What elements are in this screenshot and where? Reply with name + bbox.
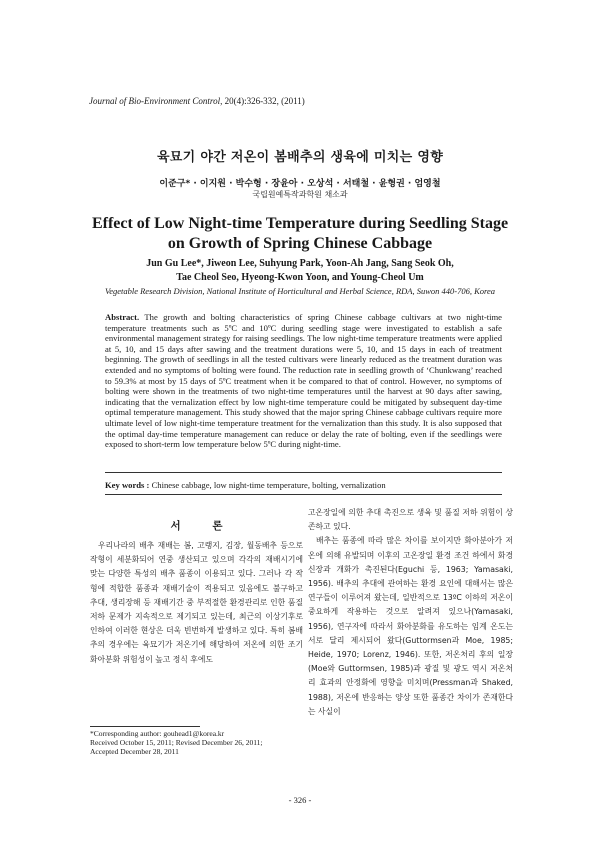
english-title-line-1: Effect of Low Night-time Temperature during Seedling Stage	[91, 215, 509, 232]
body-paragraph: 우리나라의 배추 재배는 봄, 고랭지, 김장, 월동배추 등으로 작형이 세분화되어 연중 생산되고 있으며 각각의 재배시기에 맞는 다양한 특성의 배추 품종이 이용되고 있다. 그러나 각 작형에 적합한 품종과 재배기술이 적용되고 있음에도 불구하고 추대, 생리장해 등 재배기간 중 부적절한 환경관리로 인한 품질저하 문제가 지속적으로 제기되고 있는데, 최근의 이상기후로 인하여 이러한 현상은 더욱 빈번하게 발생하고 있다. 특히 봄배추의 경우에는 육묘기가 저온기에 해당하여 저온에 의한 조기 화아분화 위험성이 높고 정식 후에도	[90, 541, 303, 664]
keywords-text: Chinese cabbage, low night-time temperature, bolting, vernalization	[151, 480, 386, 490]
corresponding-author: *Corresponding author: gouhead1@korea.kr	[90, 729, 225, 738]
korean-authors: 이준구* · 이지원 · 박수형 · 장윤아 · 오상석 · 서태철 · 윤형권 · 엄영철	[159, 179, 441, 189]
abstract	[105, 312, 502, 450]
english-authors-line-2: Tae Cheol Seo, Hyeong-Kwon Yoon, and Young-Cheol Um	[176, 272, 424, 283]
keywords-label: Key words :	[105, 480, 150, 490]
english-authors	[0, 257, 600, 285]
page-number: - 326 -	[288, 795, 312, 805]
keywords-bottom-rule	[105, 494, 502, 495]
english-affiliation: Vegetable Research Division, National Institute of Horticultural and Herbal Science, RDA, Suwon 440-706, Korea	[104, 286, 496, 296]
korean-title: 육묘기 야간 저온이 봄배추의 생육에 미치는 영향	[156, 150, 444, 165]
english-authors-line-1: Jun Gu Lee*, Jiweon Lee, Suhyung Park, Yoon-Ah Jang, Sang Seok Oh,	[146, 258, 454, 269]
journal-name: Journal of Bio-Environment Control,	[89, 96, 223, 106]
body-paragraph-continuation: 고온장일에 의한 추대 촉진으로 생육 및 품질 저하 위험이 상존하고 있다.	[308, 508, 513, 532]
english-title-line-2: on Growth of Spring Chinese Cabbage	[167, 235, 433, 252]
keywords-top-rule	[105, 472, 502, 473]
footnote	[90, 729, 303, 757]
journal-volume: 20(4):326-332, (2011)	[224, 96, 305, 106]
body-column-right	[308, 506, 513, 719]
journal-citation	[89, 96, 305, 106]
body-column-left	[90, 539, 303, 667]
keywords	[105, 480, 502, 490]
section-title-introduction: 서 론	[170, 520, 223, 532]
abstract-label: Abstract.	[105, 312, 140, 322]
korean-affiliation: 국립원예특작과학원 채소과	[252, 190, 348, 199]
footnote-divider	[90, 726, 200, 727]
received-revised-dates: Received October 15, 2011; Revised December 26, 2011;	[90, 738, 263, 748]
accepted-date: Accepted December 28, 2011	[90, 747, 179, 757]
abstract-text: The growth and bolting characteristics of spring Chinese cabbage cultivars at two night-time temperature treatments such as 5ºC and 10ºC during seedling stage were investigated to establish a safe environmental management strategy for raising seedlings. The low night-time temperature treatments were applied at 5, 10, and 15 days after sawing and the treatment durations were 5, 10, and 15 days in each of treatment beginning. The growth of seedlings in all the tested cultivars were linearly reduced as the treatment duration was extended and no symptoms of bolting were found. The reduction rate in seedling growth of ‘Chunkwang’ reached to 59.3% at most by 15 days of 5ºC treatment when it be compared to that of control. However, no symptoms of bolting were shown in the treatments of two night-time temperatures until the harvest at 90 days after sawing, indicating that the vernalization effect by low night-time temperature could be mitigated by subsequent day-time optimal temperature management. This study showed that the major spring Chinese cabbage cultivars require more ultimate level of low night-time temperature treatment for the vernalization than this study. It is also supposed that the optimal day-time temperature management can reduce or delay the rate of bolting, even if the seedlings were exposed to short-term low temperature below 5ºC during night-time.	[105, 312, 502, 450]
english-title	[0, 214, 600, 254]
body-paragraph: 배추는 품종에 따라 많은 차이를 보이지만 화아분아가 저온에 의해 유발되며 이후의 고온장일 환경 조건 하에서 화경신장과 개화가 촉진된다(Eguchi 등, 1963; Yamasaki, 1956). 배추의 추대에 관여하는 환경 요인에 대해서는 많은 연구들이 이루어져 왔는데, 일반적으로 13ºC 이하의 저온이 중요하게 작용하는 것으로 알려져 있으나(Yamasaki, 1956), 연구자에 따라서 화아분화를 유도하는 임계 온도는 서로 달리 제시되어 왔다(Guttormsen과 Moe, 1985; Heide, 1970; Lorenz, 1946). 또한, 저온처리 후의 일장(Moe와 Guttormsen, 1985)과 광질 및 광도 역시 저온처리 효과의 안정화에 영향을 미치며(Pressman과 Shaked, 1988), 저온에 반응하는 양상 또한 품종간 차이가 존재한다는 사실이	[308, 536, 513, 716]
